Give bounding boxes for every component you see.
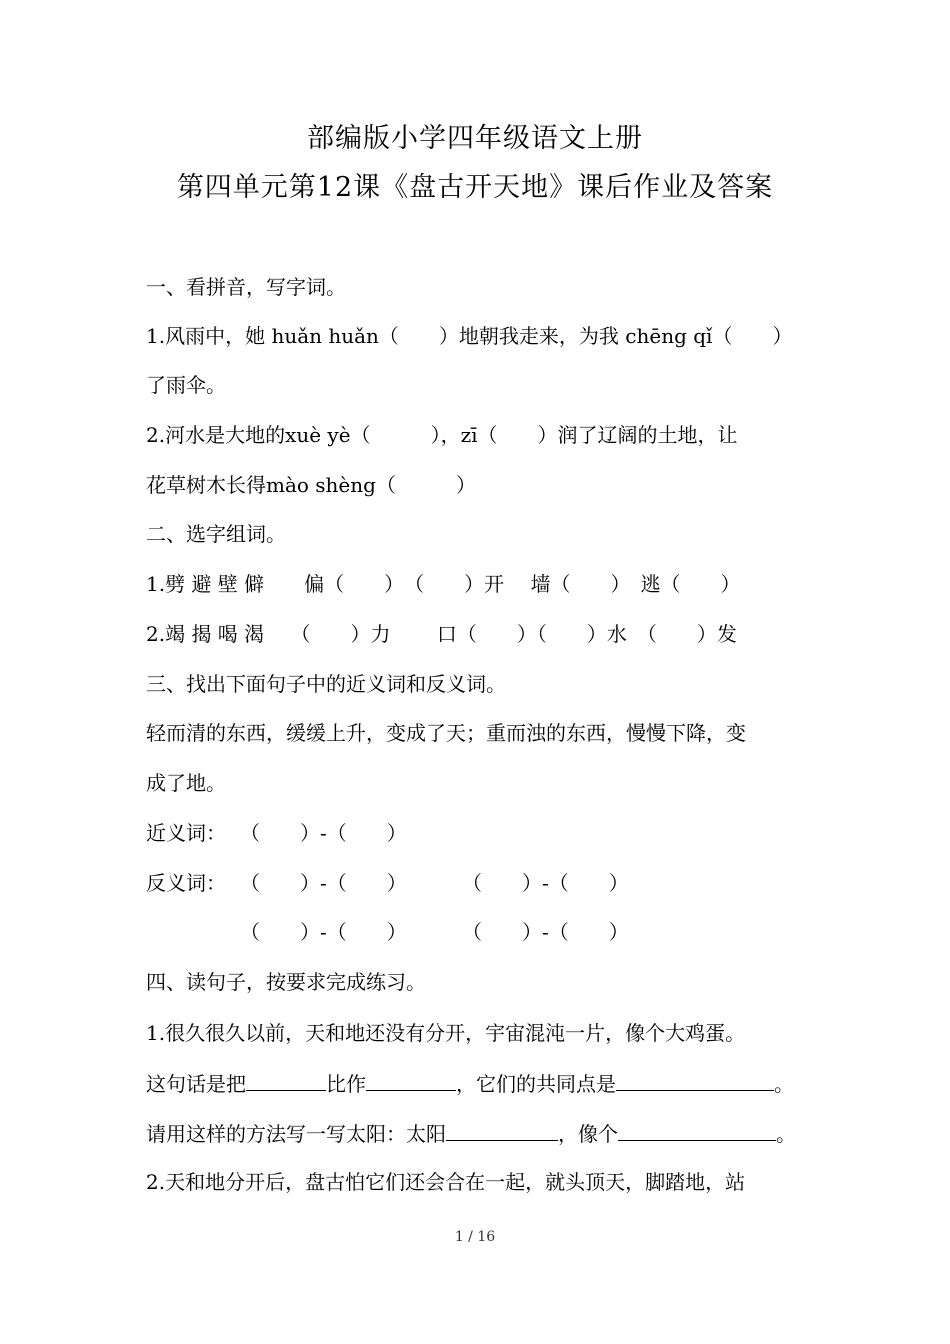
section1-q2-line1: 2.河水是大地的xuè yè（ ），zī（ ）润了辽阔的土地，让	[146, 423, 738, 447]
q1-write-text-1: 请用这样的方法写一写太阳：太阳	[146, 1122, 446, 1146]
section1-q2-line2: 花草树木长得mào shèng（ ）	[146, 473, 476, 497]
antonym-pair-a: （ ）-（ ）	[240, 871, 407, 895]
antonym-pair-d: （ ）-（ ）	[462, 920, 629, 944]
document-title-line2: 第四单元第12课《盘古开天地》课后作业及答案	[176, 172, 774, 203]
answer-blank-4[interactable]	[446, 1120, 558, 1141]
answer-blank-2[interactable]	[366, 1070, 456, 1091]
q1-write-text-3: 。	[776, 1122, 796, 1146]
answer-blank-5[interactable]	[618, 1120, 776, 1141]
section1-heading: 一、看拼音，写字词。	[146, 275, 346, 299]
section4-q2-line1: 2.天和地分开后，盘古怕它们还会合在一起，就头顶天，脚踏地，站	[146, 1170, 746, 1194]
antonym-label: 反义词：	[146, 871, 226, 895]
q1-write-text-2: ，像个	[558, 1122, 618, 1146]
section3-sentence-line1: 轻而清的东西，缓缓上升，变成了天；重而浊的东西，慢慢下降，变	[146, 721, 746, 745]
section3-heading: 三、找出下面句子中的近义词和反义词。	[146, 672, 506, 696]
answer-blank-3[interactable]	[616, 1070, 774, 1091]
q1-fill-text-2: 比作	[326, 1072, 366, 1096]
q1-fill-text-4: 。	[774, 1072, 794, 1096]
synonym-label: 近义词：	[146, 821, 226, 845]
section4-q1-line1: 1.很久很久以前，天和地还没有分开，宇宙混沌一片，像个大鸡蛋。	[146, 1021, 746, 1045]
section4-q1-write-line	[146, 1120, 796, 1147]
q1-fill-text-3: ，它们的共同点是	[456, 1072, 616, 1096]
page-number: 1 / 16	[454, 1229, 496, 1245]
section4-heading: 四、读句子，按要求完成练习。	[146, 970, 426, 994]
section3-sentence-line2: 成了地。	[146, 771, 226, 795]
section2-row2: 2.竭 揭 喝 渴 （ ）力 口（ ）（ ）水 （ ）发	[146, 622, 737, 646]
section2-row1: 1.劈 避 壁 僻 偏（ ） （ ）开 墙（ ） 逃（ ）	[146, 572, 741, 596]
answer-blank-1[interactable]	[246, 1070, 326, 1091]
document-title-line1: 部编版小学四年级语文上册	[307, 123, 643, 154]
section2-heading: 二、选字组词。	[146, 522, 286, 546]
section1-q1-line1: 1.风雨中，她 huǎn huǎn（ ）地朝我走来，为我 chēng qǐ（ ）	[146, 324, 793, 348]
antonym-pair-c: （ ）-（ ）	[240, 920, 407, 944]
q1-fill-text-1: 这句话是把	[146, 1072, 246, 1096]
section1-q1-line2: 了雨伞。	[146, 373, 226, 397]
antonym-pair-b: （ ）-（ ）	[462, 871, 629, 895]
section4-q1-fill-line	[146, 1070, 794, 1097]
synonym-pair: （ ）-（ ）	[240, 821, 407, 845]
